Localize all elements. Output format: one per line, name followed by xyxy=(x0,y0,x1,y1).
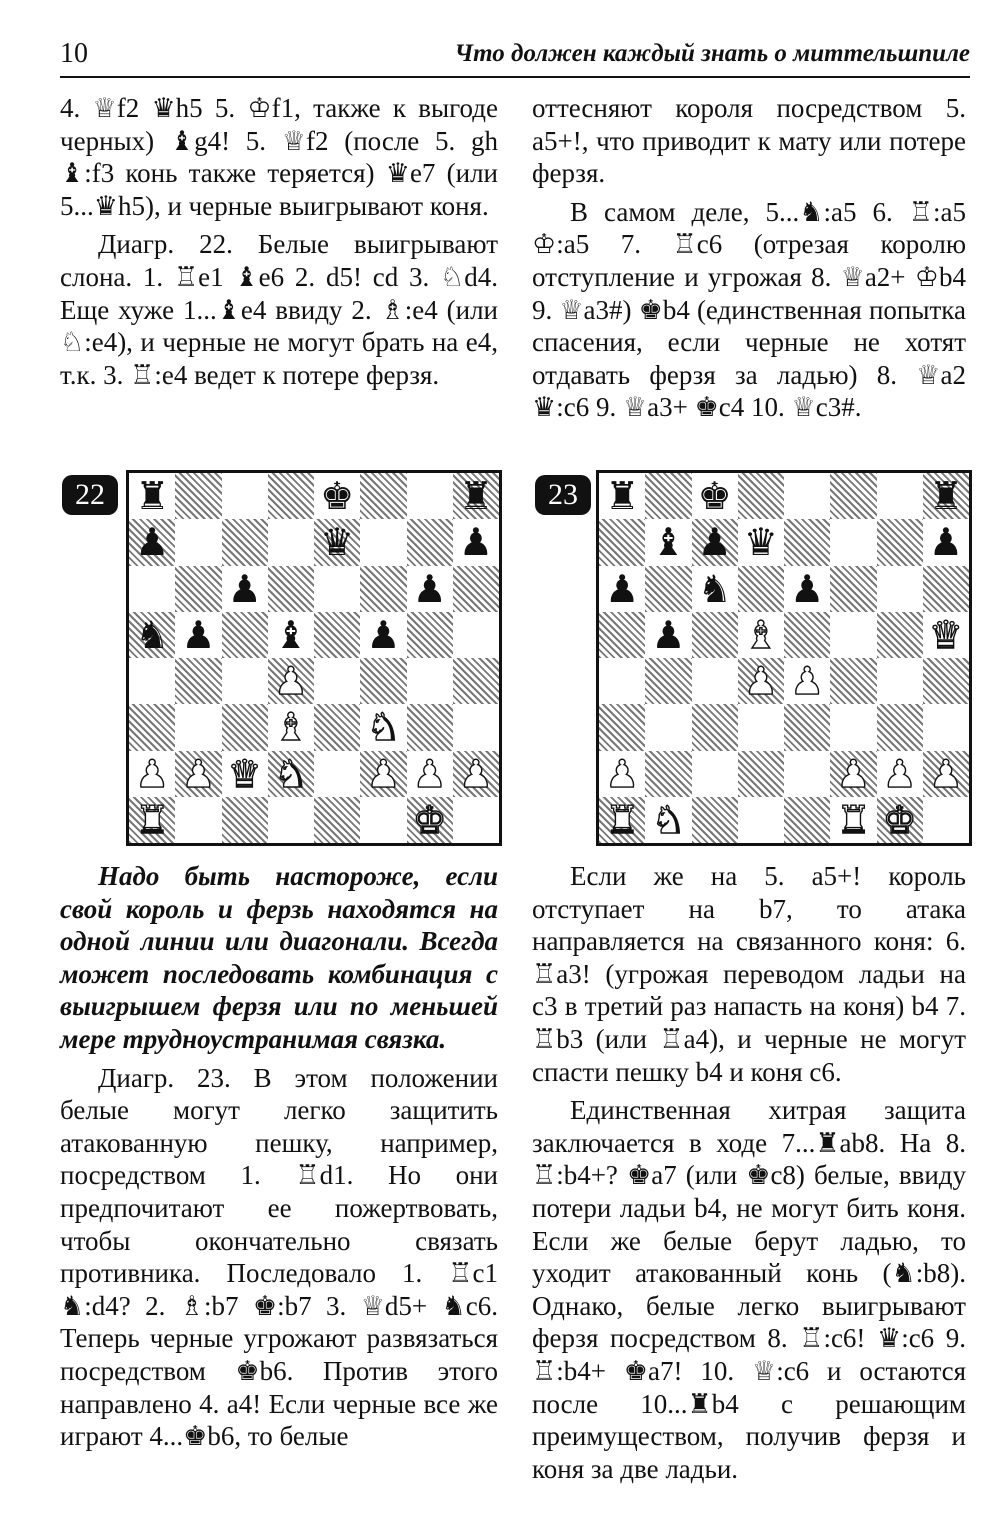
board-square xyxy=(360,704,406,750)
board-square xyxy=(830,751,876,797)
white-pawn-icon: ♟ xyxy=(458,751,493,796)
black-queen-icon: ♛ xyxy=(743,520,778,565)
running-title: Что должен каждый знать о миттельшпиле xyxy=(454,40,970,67)
board-square xyxy=(784,751,830,797)
white-knight-icon: ♞ xyxy=(366,705,401,750)
board-square xyxy=(923,751,969,797)
board-square xyxy=(923,473,969,519)
board-square xyxy=(645,519,691,565)
board-square xyxy=(599,519,645,565)
black-pawn-icon: ♟ xyxy=(458,520,493,565)
black-king-icon: ♚ xyxy=(697,474,732,519)
board-square xyxy=(923,612,969,658)
board-square xyxy=(877,797,923,843)
white-pawn-icon: ♟ xyxy=(181,751,216,796)
black-rook-icon: ♜ xyxy=(928,474,963,519)
white-pawn-icon: ♟ xyxy=(790,659,825,704)
paragraph: Диагр. 23. В этом положении белые могут легко защитить атакованную пешку, например, посредством 1. ♖d1. Но они предпочитают ее пожертвовать, чтобы окончательно связать противника. Последовало 1. ♖c1 ♞:d4? 2. ♗:b7 ♚:b7 3. ♕d5+ ♞c6. Теперь черные угрожают развязаться посредством ♚b6. Против этого направлено 4. a4! Если черные все же играют 4...♚b6, то белые xyxy=(60,1062,498,1452)
board-square xyxy=(692,797,738,843)
board-square xyxy=(645,797,691,843)
board-square xyxy=(599,658,645,704)
board-square xyxy=(222,751,268,797)
white-pawn-icon: ♟ xyxy=(412,751,447,796)
board-square xyxy=(268,519,314,565)
white-pawn-icon: ♟ xyxy=(743,659,778,704)
board-square xyxy=(599,473,645,519)
white-knight-icon: ♞ xyxy=(273,751,308,796)
black-knight-icon: ♞ xyxy=(697,566,732,611)
board-square xyxy=(923,704,969,750)
black-bishop-icon: ♝ xyxy=(651,520,686,565)
black-knight-icon: ♞ xyxy=(135,612,170,657)
board-square xyxy=(784,519,830,565)
board-square xyxy=(360,566,406,612)
board-square xyxy=(738,612,784,658)
board-square xyxy=(453,566,499,612)
black-queen-icon: ♛ xyxy=(320,520,355,565)
board-square xyxy=(877,751,923,797)
board-square xyxy=(923,519,969,565)
board-square xyxy=(314,704,360,750)
board-square xyxy=(407,797,453,843)
paragraph: Единственная хитрая защита заключается в ходе 7...♜ab8. На 8. ♖:b4+? ♚a7 (или ♚c8) белые, ввиду потери ладьи b4, не могут бить коня. Если же белые берут ладью, то уходит атакованный конь (♞:b8). Однако, белые легко выигрывают ферзя посредством 8. ♖:c6! ♛:c6 9. ♖:b4+ ♚a7! 10. ♕:c6 и остаются после 10...♜b4 с решающим преимуществом, получив ферзя и коня за две ладьи. xyxy=(532,1095,966,1484)
board-square xyxy=(645,473,691,519)
board-square xyxy=(360,473,406,519)
board-square xyxy=(738,473,784,519)
highlighted-advice: Надо быть настороже, если свой король и ферзь находятся на одной линии или диагонали. Всегда может последовать комбинация с выигрышем ферзя или по меньшей мере трудноустранимая связка. xyxy=(60,861,498,1054)
board-square xyxy=(268,751,314,797)
white-bishop-icon: ♝ xyxy=(273,705,308,750)
black-rook-icon: ♜ xyxy=(135,474,170,519)
white-bishop-icon: ♝ xyxy=(743,612,778,657)
board-square xyxy=(407,566,453,612)
black-pawn-icon: ♟ xyxy=(366,612,401,657)
board-square xyxy=(360,658,406,704)
board-square xyxy=(877,566,923,612)
board-square xyxy=(784,612,830,658)
board-square xyxy=(407,704,453,750)
board-square xyxy=(407,751,453,797)
black-pawn-icon: ♟ xyxy=(135,520,170,565)
white-king-icon: ♚ xyxy=(412,797,447,842)
paragraph: оттесняют короля посредством 5. a5+!, что приводит к мату или потере ферзя. xyxy=(532,93,966,189)
board-square xyxy=(645,704,691,750)
black-rook-icon: ♜ xyxy=(458,474,493,519)
board-square xyxy=(360,519,406,565)
white-pawn-icon: ♟ xyxy=(366,751,401,796)
board-square xyxy=(830,566,876,612)
header-rule xyxy=(60,76,970,78)
black-rook-icon: ♜ xyxy=(605,474,640,519)
board-square xyxy=(599,566,645,612)
white-rook-icon: ♜ xyxy=(605,797,640,842)
white-queen-icon: ♛ xyxy=(928,612,963,657)
board-square xyxy=(129,519,175,565)
board-square xyxy=(599,612,645,658)
board-square xyxy=(830,519,876,565)
white-pawn-icon: ♟ xyxy=(135,751,170,796)
board-square xyxy=(692,751,738,797)
black-pawn-icon: ♟ xyxy=(605,566,640,611)
board-square xyxy=(175,658,221,704)
board-square xyxy=(314,519,360,565)
board-square xyxy=(692,704,738,750)
board-square xyxy=(360,751,406,797)
board-square xyxy=(129,658,175,704)
board-square xyxy=(784,797,830,843)
board-square xyxy=(268,704,314,750)
right-column-bottom xyxy=(532,860,966,1485)
black-pawn-icon: ♟ xyxy=(697,520,732,565)
black-pawn-icon: ♟ xyxy=(227,566,262,611)
board-square xyxy=(314,566,360,612)
board-square xyxy=(129,612,175,658)
board-square xyxy=(692,566,738,612)
board-square xyxy=(453,658,499,704)
board-square xyxy=(645,751,691,797)
right-column-top xyxy=(532,92,966,424)
board-square xyxy=(129,473,175,519)
white-pawn-icon: ♟ xyxy=(882,751,917,796)
board-square xyxy=(738,751,784,797)
paragraph: Диагр. 22. Белые выигрывают слона. 1. ♖e1 ♝e6 2. d5! cd 3. ♘d4. Еще хуже 1...♝e4 ввиду 2. ♗:e4 (или ♘:e4), и черные не могут брать на е4, т.к. 3. ♖:e4 ведет к потере ферзя. xyxy=(60,229,498,390)
board-square xyxy=(222,566,268,612)
board-square xyxy=(453,704,499,750)
board-square xyxy=(314,473,360,519)
board-square xyxy=(175,473,221,519)
page-number: 10 xyxy=(60,38,88,69)
board-square xyxy=(268,566,314,612)
board-square xyxy=(784,566,830,612)
board-square xyxy=(645,612,691,658)
black-bishop-icon: ♝ xyxy=(273,612,308,657)
board-square xyxy=(453,797,499,843)
white-rook-icon: ♜ xyxy=(836,797,871,842)
board-square xyxy=(923,566,969,612)
white-pawn-icon: ♟ xyxy=(928,751,963,796)
board-square xyxy=(877,658,923,704)
white-pawn-icon: ♟ xyxy=(605,751,640,796)
paragraph: 4. ♕f2 ♛h5 5. ♔f1, также к выгоде черных) ♝g4! 5. ♕f2 (после 5. gh ♝:f3 конь также теряется) ♛e7 (или 5...♛h5), и черные выигрывают коня. xyxy=(60,93,498,221)
board-square xyxy=(692,658,738,704)
board-square xyxy=(738,566,784,612)
board-square xyxy=(407,519,453,565)
board-square xyxy=(453,612,499,658)
board-square xyxy=(877,704,923,750)
board-square xyxy=(599,751,645,797)
board-square xyxy=(738,658,784,704)
board-square xyxy=(360,797,406,843)
left-column-top xyxy=(60,92,498,391)
black-pawn-icon: ♟ xyxy=(412,566,447,611)
board-square xyxy=(692,612,738,658)
board-square xyxy=(129,797,175,843)
white-king-icon: ♚ xyxy=(882,797,917,842)
board-square xyxy=(222,473,268,519)
board-square xyxy=(784,704,830,750)
white-knight-icon: ♞ xyxy=(651,797,686,842)
black-pawn-icon: ♟ xyxy=(181,612,216,657)
board-square xyxy=(599,797,645,843)
board-square xyxy=(692,519,738,565)
board-square xyxy=(784,658,830,704)
board-square xyxy=(222,519,268,565)
board-square xyxy=(877,612,923,658)
board-square xyxy=(877,519,923,565)
page-header xyxy=(60,30,970,78)
board-square xyxy=(222,797,268,843)
board-square xyxy=(360,612,406,658)
board-square xyxy=(738,797,784,843)
chess-board-diagram-22 xyxy=(126,470,502,846)
board-square xyxy=(175,797,221,843)
board-square xyxy=(923,797,969,843)
board-square xyxy=(692,473,738,519)
black-pawn-icon: ♟ xyxy=(928,520,963,565)
board-square xyxy=(738,704,784,750)
chess-board-diagram-23 xyxy=(596,470,972,846)
board-square xyxy=(222,704,268,750)
board-square xyxy=(784,473,830,519)
diagram-label: 22 xyxy=(62,475,118,515)
board-square xyxy=(645,658,691,704)
board-square xyxy=(129,751,175,797)
board-square xyxy=(175,704,221,750)
black-pawn-icon: ♟ xyxy=(651,612,686,657)
black-king-icon: ♚ xyxy=(320,474,355,519)
board-square xyxy=(222,658,268,704)
left-column-bottom xyxy=(60,860,498,1453)
board-square xyxy=(407,473,453,519)
white-queen-icon: ♛ xyxy=(227,751,262,796)
board-square xyxy=(830,797,876,843)
board-square xyxy=(830,612,876,658)
board-square xyxy=(129,704,175,750)
board-square xyxy=(830,658,876,704)
board-square xyxy=(830,473,876,519)
board-square xyxy=(175,566,221,612)
board-square xyxy=(175,612,221,658)
board-square xyxy=(453,473,499,519)
white-pawn-icon: ♟ xyxy=(836,751,871,796)
paragraph: Если же на 5. a5+! король отступает на b7, то атака направляется на связанного коня: 6. ♖a3! (угрожая переводом ладьи на с3 в третий раз напасть на коня) b4 7. ♖b3 (или ♖a4), и черные не могут спасти пешку b4 и коня с6. xyxy=(532,861,966,1087)
board-square xyxy=(923,658,969,704)
board-square xyxy=(453,751,499,797)
board-square xyxy=(407,612,453,658)
board-square xyxy=(830,704,876,750)
board-square xyxy=(407,658,453,704)
board-square xyxy=(314,751,360,797)
board-square xyxy=(453,519,499,565)
board-square xyxy=(129,566,175,612)
board-square xyxy=(314,797,360,843)
board-square xyxy=(645,566,691,612)
board-square xyxy=(268,797,314,843)
board-square xyxy=(877,473,923,519)
diagram-label: 23 xyxy=(535,475,591,515)
board-square xyxy=(175,751,221,797)
board-square xyxy=(268,658,314,704)
board-square xyxy=(175,519,221,565)
black-pawn-icon: ♟ xyxy=(790,566,825,611)
white-pawn-icon: ♟ xyxy=(273,659,308,704)
board-square xyxy=(314,612,360,658)
board-square xyxy=(738,519,784,565)
board-square xyxy=(599,704,645,750)
board-square xyxy=(268,473,314,519)
board-square xyxy=(222,612,268,658)
paragraph: В самом деле, 5...♞:a5 6. ♖:a5 ♔:a5 7. ♖c6 (отрезая королю отступление и угрожая 8. ♕a2+ ♔b4 9. ♕a3#) ♚b4 (единственная попытка спасения, если черные не хотят отдавать ферзя за ладью) 8. ♕a2 ♛:c6 9. ♕a3+ ♚c4 10. ♕c3#. xyxy=(532,196,966,423)
board-square xyxy=(314,658,360,704)
white-rook-icon: ♜ xyxy=(135,797,170,842)
board-square xyxy=(268,612,314,658)
